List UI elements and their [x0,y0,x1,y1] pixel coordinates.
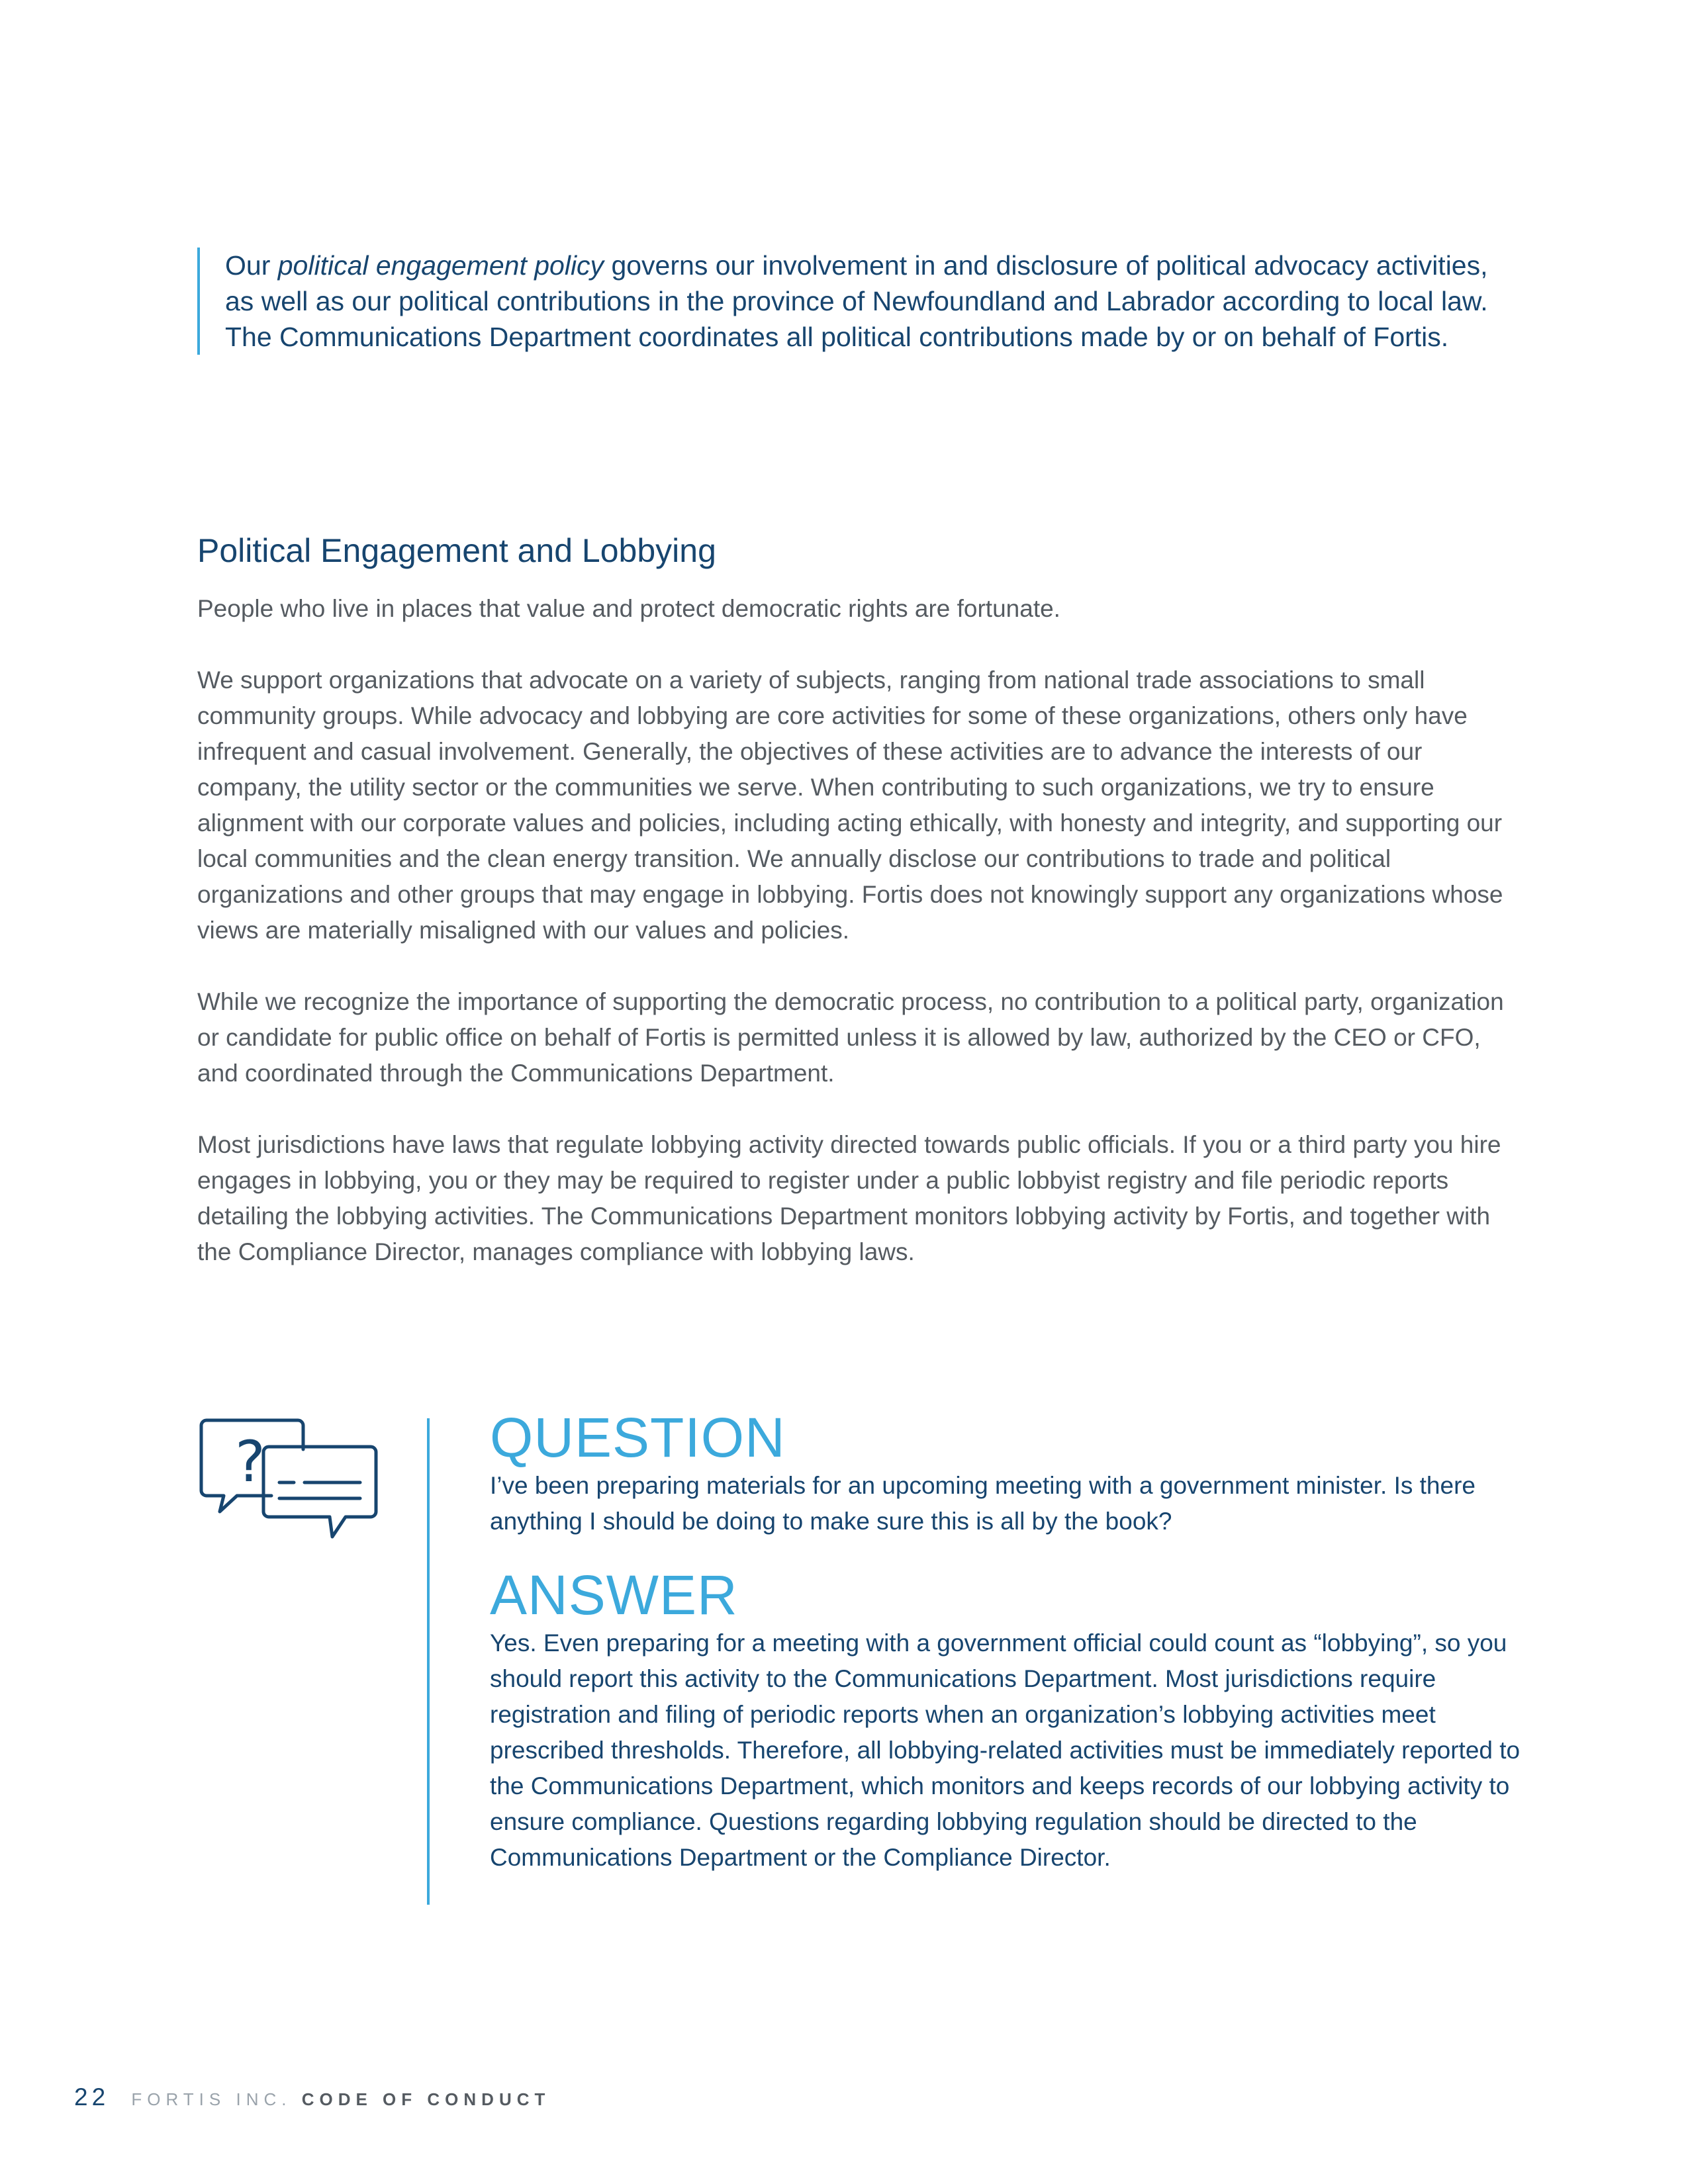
body-paragraph: Most jurisdictions have laws that regulate lobbying activity directed towards public officials. If you or a third party you hire engages in lobbying, you or they may be required to register under a public lobbyist registry and file periodic reports detailing the lobbying activities. The Communications Department monitors lobbying activity by Fortis, and together with the Compliance Director, manages compliance with lobbying laws. [197,1131,1501,1265]
section-body [197,591,1515,1306]
policy-link-text: political engagement policy [277,250,604,281]
chat-bubbles-question-icon [197,1415,381,1547]
svg-text:?: ? [235,1429,265,1495]
pullquote-suffix: governs our involvement in and disclosure of political advocacy activities, as well as our political contributions in the province of Newfoundland and Labrador according to local law. The Communications Department coordinates all political contributions made by or on behalf of Fortis. [225,250,1488,352]
footer-document-title: CODE OF CONDUCT [301,2089,551,2109]
qa-panel [490,1407,1523,1876]
answer-text: Yes. Even preparing for a meeting with a government official could count as “lobbying”, so you should report this activity to the Communications Department. Most jurisdictions require registration and filing of periodic reports when an organization’s lobbying activities meet prescribed thresholds. Therefore, all lobbying-related activities must be immediately reported to the Communications Department, which monitors and keeps records of our lobbying activity to ensure compliance. Questions regarding lobbying regulation should be directed to the Communications Department or the Compliance Director. [490,1629,1521,1871]
section-title: Political Engagement and Lobbying [197,532,716,569]
question-text: I’ve been preparing materials for an upcoming meeting with a government minister. Is there anything I should be doing to make sure this is all by the book? [490,1472,1476,1535]
body-paragraph: People who live in places that value and protect democratic rights are fortunate. [197,595,1060,622]
pullquote-prefix: Our [225,250,278,281]
footer-company: FORTIS INC. [131,2089,292,2109]
qa-divider [427,1418,430,1905]
body-paragraph: While we recognize the importance of supporting the democratic process, no contribution to a political party, organization or candidate for public office on behalf of Fortis is permitted unless it is allowed by law, authorized by the CEO or CFO, and coordinated through the Communications Department. [197,988,1504,1087]
page-footer [74,2083,550,2111]
policy-pullquote [197,248,1523,355]
question-heading: QUESTION [490,1406,786,1469]
page-number: 22 [74,2083,110,2111]
body-paragraph: We support organizations that advocate on a variety of subjects, ranging from national trade associations to small community groups. While advocacy and lobbying are core activities for some of these organizations, others only have infrequent and casual involvement. Generally, the objectives of these activities are to advance the interests of our company, the utility sector or the communities we serve. When contributing to such organizations, we try to ensure alignment with our corporate values and policies, including acting ethically, with honesty and integrity, and supporting our local communities and the clean energy transition. We annually disclose our contributions to trade and political organizations and other groups that may engage in lobbying. Fortis does not knowingly support any organizations whose views are materially misaligned with our values and policies. [197,666,1503,944]
answer-heading: ANSWER [490,1564,738,1626]
